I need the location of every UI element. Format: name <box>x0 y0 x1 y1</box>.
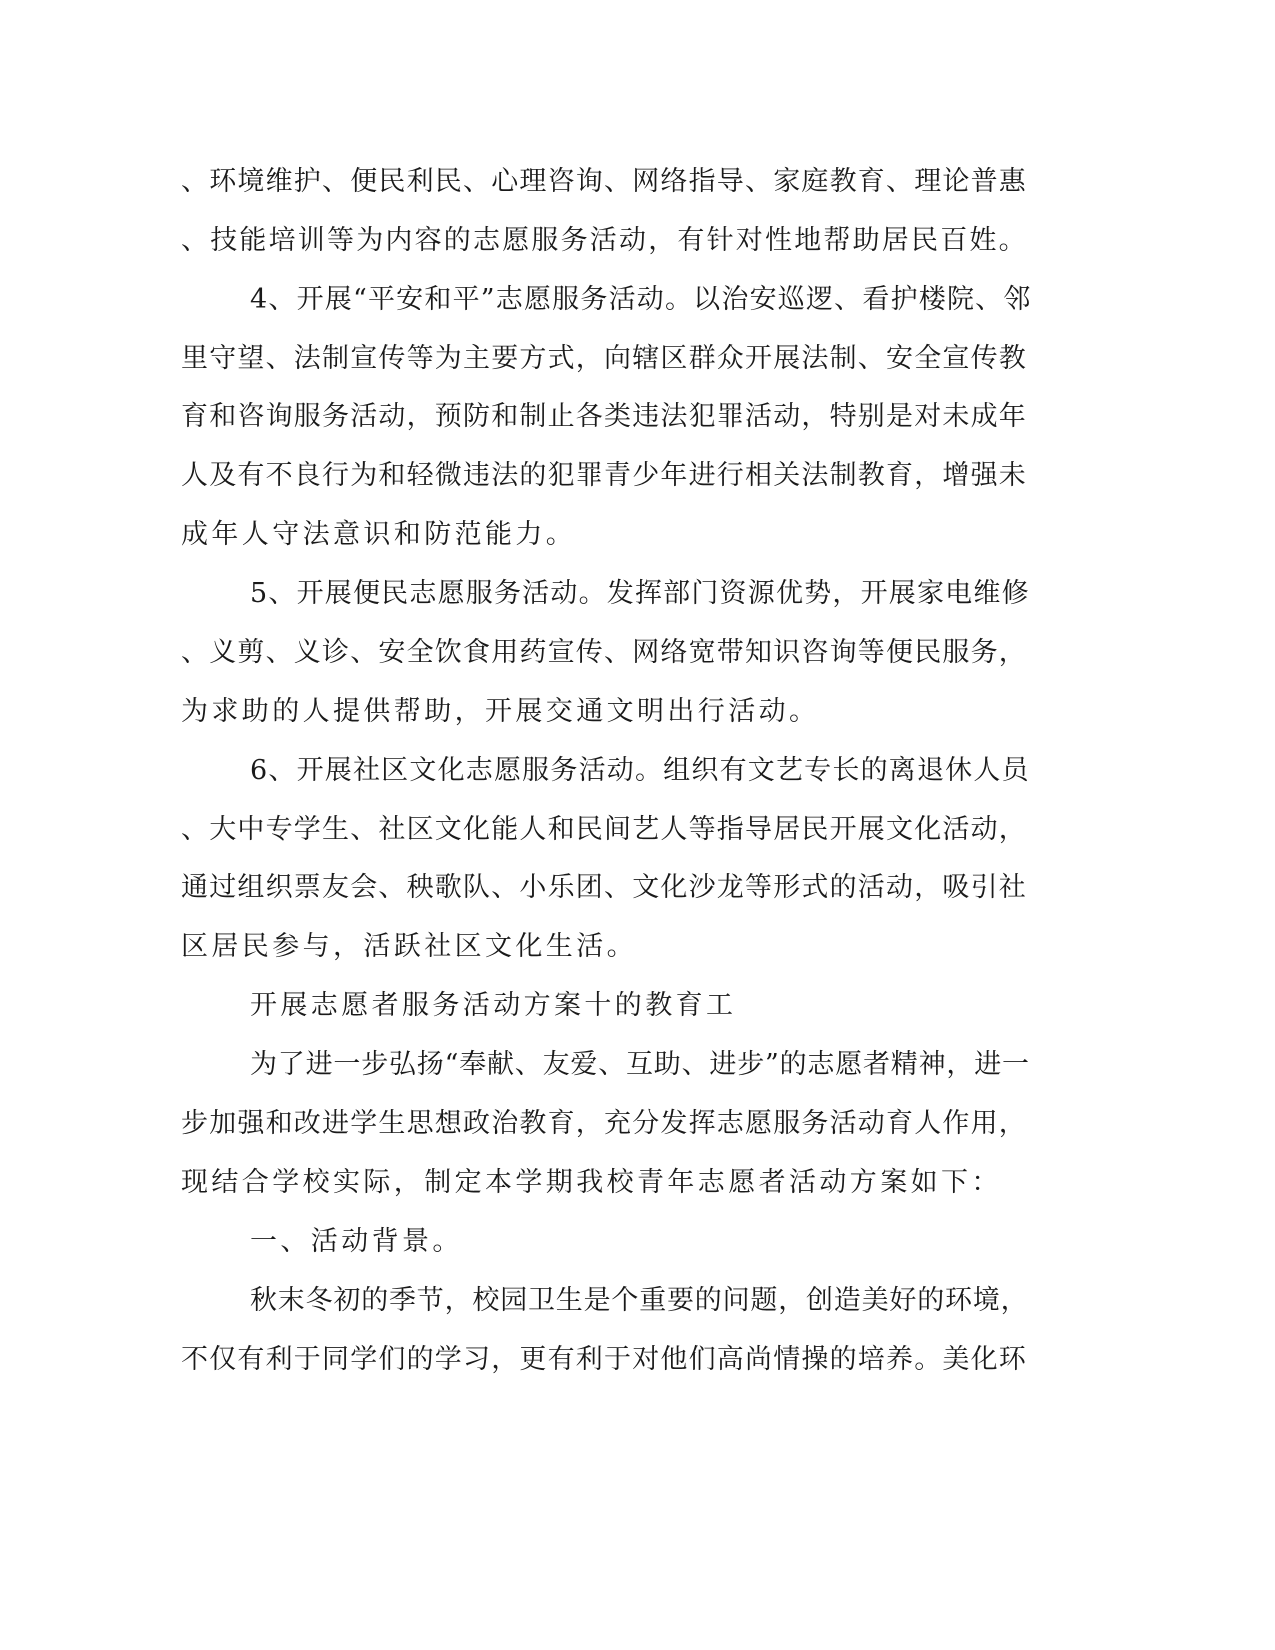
text-line: 区居民参与，活跃社区文化生活。 <box>181 931 637 962</box>
text-line: 现结合学校实际，制定本学期我校青年志愿者活动方案如下： <box>181 1167 1002 1198</box>
text-line: 通过组织票友会、秧歌队、小乐团、文化沙龙等形式的活动，吸引社 <box>181 872 1027 903</box>
text-line: 里守望、法制宣传等为主要方式，向辖区群众开展法制、安全宣传教 <box>181 343 1027 374</box>
text-line: 、义剪、义诊、安全饮食用药宣传、网络宽带知识咨询等便民服务， <box>181 637 1027 668</box>
text-line: 、环境维护、便民利民、心理咨询、网络指导、家庭教育、理论普惠 <box>181 166 1027 197</box>
text-line: 步加强和改进学生思想政治教育，充分发挥志愿服务活动育人作用， <box>181 1108 1027 1139</box>
text-line: 、技能培训等为内容的志愿服务活动，有针对性地帮助居民百姓。 <box>181 225 1028 256</box>
text-line: 不仅有利于同学们的学习，更有利于对他们高尚情操的培养。美化环 <box>181 1344 1027 1375</box>
text-line: 成年人守法意识和防范能力。 <box>181 519 577 550</box>
paragraph-start: 6、开展社区文化志愿服务活动。组织有文艺专长的离退休人员 <box>250 755 1030 786</box>
text-line: 、大中专学生、社区文化能人和民间艺人等指导居民开展文化活动， <box>181 814 1027 845</box>
paragraph-start: 为了进一步弘扬“奉献、友爱、互助、进步”的志愿者精神，进一 <box>250 1049 1030 1080</box>
text-line: 为求助的人提供帮助，开展交通文明出行活动。 <box>181 696 820 727</box>
paragraph-start: 5、开展便民志愿服务活动。发挥部门资源优势，开展家电维修 <box>250 578 1030 609</box>
text-line: 育和咨询服务活动，预防和制止各类违法犯罪活动，特别是对未成年 <box>181 401 1027 432</box>
text-line: 人及有不良行为和轻微违法的犯罪青少年进行相关法制教育，增强未 <box>181 460 1027 491</box>
subheading: 一、活动背景。 <box>250 1226 463 1257</box>
paragraph-start: 4、开展“平安和平”志愿服务活动。以治安巡逻、看护楼院、邻 <box>250 284 1032 315</box>
paragraph-start: 秋末冬初的季节，校园卫生是个重要的问题，创造美好的环境， <box>250 1285 1029 1316</box>
section-heading: 开展志愿者服务活动方案十的教育工 <box>250 990 737 1021</box>
